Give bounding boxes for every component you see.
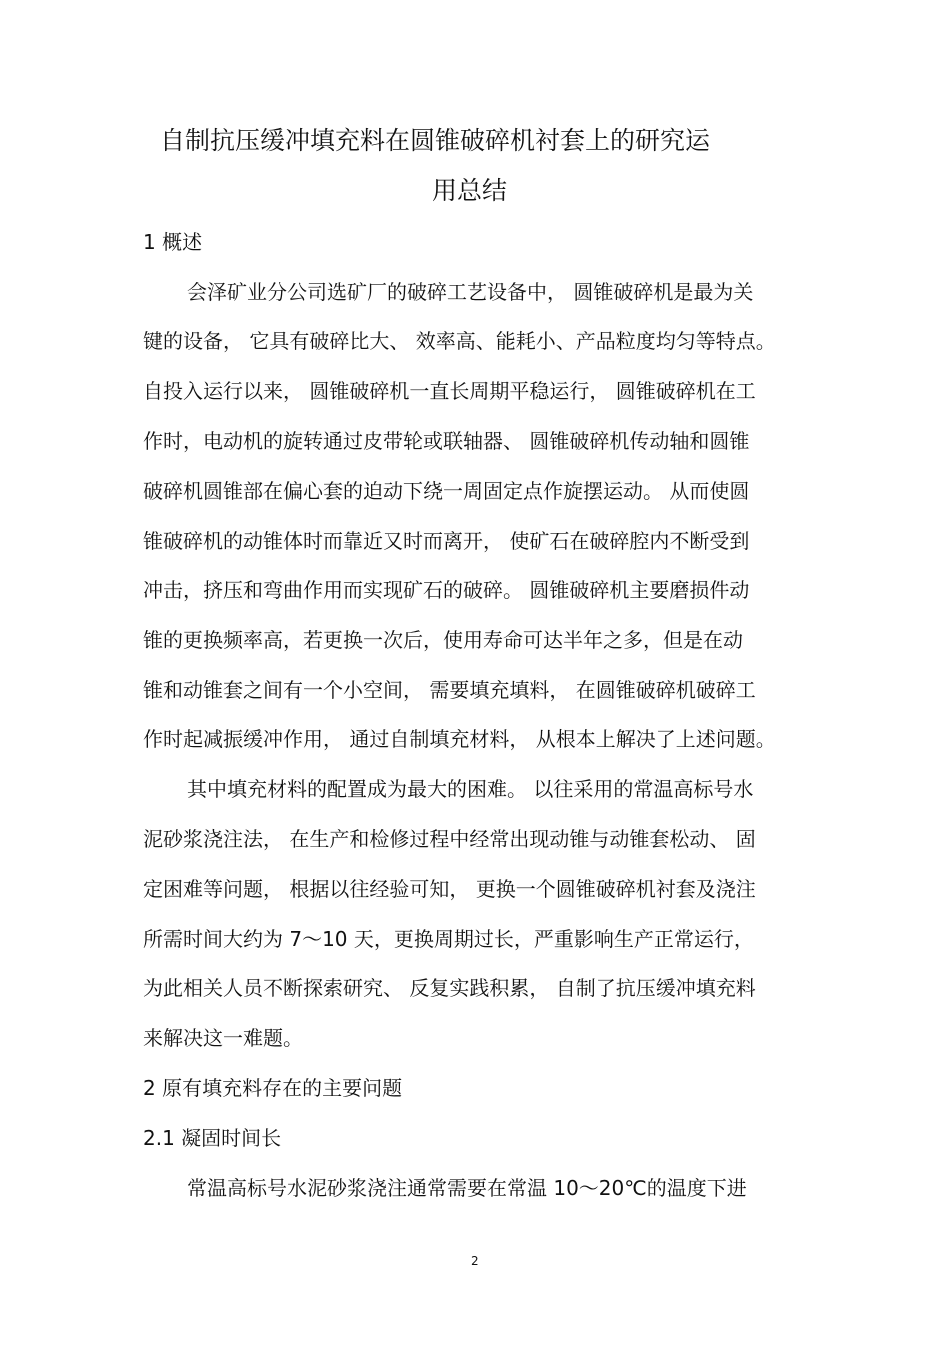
- doc-title-line-1: 自制抗压缓冲填充料在圆锥破碎机衬套上的研究运: [160, 126, 711, 155]
- paragraph-line: 会泽矿业分公司选矿厂的破碎工艺设备中， 圆锥破碎机是最为关: [187, 280, 754, 304]
- page-number: 2: [471, 1254, 479, 1268]
- paragraph-line: 所需时间大约为 7～10 天，更换周期过长，严重影响生产正常运行，: [143, 927, 754, 951]
- paragraph-line: 作时起减振缓冲作用， 通过自制填充材料， 从根本上解决了上述问题。: [143, 727, 776, 751]
- paragraph-line: 泥砂浆浇注法， 在生产和检修过程中经常出现动锥与动锥套松动、 固: [143, 827, 756, 851]
- paragraph-line: 常温高标号水泥砂浆浇注通常需要在常温 10～20℃的温度下进: [187, 1176, 747, 1200]
- paragraph-line: 来解决这一难题。: [143, 1026, 303, 1050]
- section-heading: 2 原有填充料存在的主要问题: [143, 1076, 403, 1100]
- paragraph-line: 键的设备， 它具有破碎比大、 效率高、能耗小、产品粒度均匀等特点。: [143, 329, 776, 353]
- paragraph-line: 自投入运行以来， 圆锥破碎机一直长周期平稳运行， 圆锥破碎机在工: [143, 379, 756, 403]
- paragraph-line: 破碎机圆锥部在偏心套的迫动下绕一周固定点作旋摆运动。 从而使圆: [143, 479, 750, 503]
- paragraph-line: 锥破碎机的动锥体时而靠近又时而离开， 使矿石在破碎腔内不断受到: [143, 529, 750, 553]
- section-heading: 1 概述: [143, 230, 203, 254]
- paragraph-line: 冲击，挤压和弯曲作用而实现矿石的破碎。 圆锥破碎机主要磨损件动: [143, 578, 750, 602]
- paragraph-line: 作时，电动机的旋转通过皮带轮或联轴器、 圆锥破碎机传动轴和圆锥: [143, 429, 750, 453]
- doc-title-line-2: 用总结: [432, 176, 508, 205]
- subsection-heading: 2.1 凝固时间长: [143, 1126, 282, 1150]
- paragraph-line: 定困难等问题， 根据以往经验可知， 更换一个圆锥破碎机衬套及浇注: [143, 877, 756, 901]
- paragraph-line: 为此相关人员不断探索研究、 反复实践积累， 自制了抗压缓冲填充料: [143, 976, 756, 1000]
- paragraph-line: 其中填充材料的配置成为最大的困难。 以往采用的常温高标号水: [187, 777, 754, 801]
- paragraph-line: 锥和动锥套之间有一个小空间， 需要填充填料， 在圆锥破碎机破碎工: [143, 678, 756, 702]
- paragraph-line: 锥的更换频率高，若更换一次后，使用寿命可达半年之多，但是在动: [143, 628, 743, 652]
